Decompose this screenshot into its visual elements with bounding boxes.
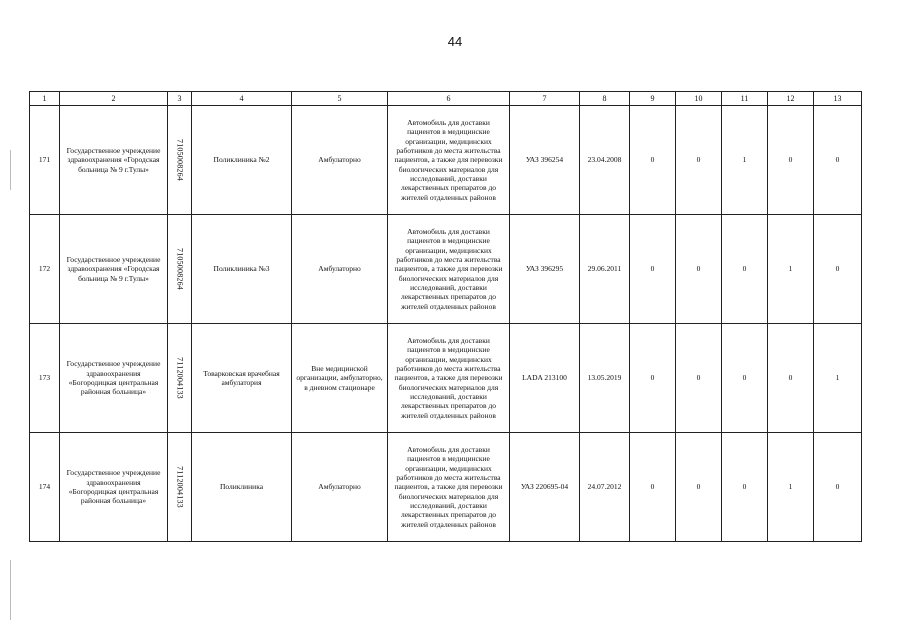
count-cell: 0 <box>722 433 768 542</box>
vehicle-model: УАЗ 396254 <box>510 106 580 215</box>
inn-value: 7112004133 <box>175 357 185 399</box>
division-name: Поликлиника №3 <box>192 215 292 324</box>
count-cell: 1 <box>768 433 814 542</box>
page-number: 44 <box>447 34 463 49</box>
count-cell: 0 <box>768 106 814 215</box>
row-number: 172 <box>30 215 60 324</box>
left-margin-mark <box>10 150 11 190</box>
institution-name: Государственное учреждение здравоохранения «Богородицкая центральная районная больница» <box>60 433 168 542</box>
table-row <box>30 433 862 542</box>
vehicle-date: 13.05.2019 <box>580 324 630 433</box>
column-header: 6 <box>388 92 510 106</box>
care-conditions: Амбулаторно <box>292 433 388 542</box>
inn-cell <box>168 324 192 433</box>
count-cell: 0 <box>814 106 862 215</box>
care-conditions: Амбулаторно <box>292 106 388 215</box>
vehicle-model: LADA 213100 <box>510 324 580 433</box>
inn-value: 7105008264 <box>175 139 185 181</box>
column-header: 5 <box>292 92 388 106</box>
count-cell: 0 <box>630 106 676 215</box>
vehicle-date: 29.06.2011 <box>580 215 630 324</box>
count-cell: 0 <box>630 324 676 433</box>
count-cell: 1 <box>814 324 862 433</box>
vehicle-model: УАЗ 396295 <box>510 215 580 324</box>
division-name: Поликлиника №2 <box>192 106 292 215</box>
inn-value: 7105008264 <box>175 248 185 290</box>
count-cell: 0 <box>630 215 676 324</box>
count-cell: 0 <box>676 433 722 542</box>
left-margin-mark <box>10 560 11 620</box>
row-number: 173 <box>30 324 60 433</box>
column-header: 11 <box>722 92 768 106</box>
division-name: Товарковская врачебная амбулатория <box>192 324 292 433</box>
column-header: 8 <box>580 92 630 106</box>
row-number: 174 <box>30 433 60 542</box>
column-header: 4 <box>192 92 292 106</box>
institution-name: Государственное учреждение здравоохранения «Богородицкая центральная районная больница» <box>60 324 168 433</box>
vehicle-date: 23.04.2008 <box>580 106 630 215</box>
inn-value: 7112004133 <box>175 466 185 508</box>
column-header: 9 <box>630 92 676 106</box>
vehicle-purpose: Автомобиль для доставки пациентов в медицинские организации, медицинских работников до места жительства пациентов, а также для перевозки биологических материалов для исследований, доставки лекарственных препаратов до жителей отдаленных районов <box>388 106 510 215</box>
row-number: 171 <box>30 106 60 215</box>
column-header: 13 <box>814 92 862 106</box>
vehicle-model: УАЗ 220695-04 <box>510 433 580 542</box>
vehicle-purpose: Автомобиль для доставки пациентов в медицинские организации, медицинских работников до места жительства пациентов, а также для перевозки биологических материалов для исследований, доставки лекарственных препаратов до жителей отдаленных районов <box>388 433 510 542</box>
care-conditions: Амбулаторно <box>292 215 388 324</box>
inn-cell <box>168 106 192 215</box>
institution-name: Государственное учреждение здравоохранения «Городская больница № 9 г.Тулы» <box>60 106 168 215</box>
inn-cell <box>168 433 192 542</box>
count-cell: 0 <box>814 433 862 542</box>
vehicle-purpose: Автомобиль для доставки пациентов в медицинские организации, медицинских работников до места жительства пациентов, а также для перевозки биологических материалов для исследований, доставки лекарственных препаратов до жителей отдаленных районов <box>388 215 510 324</box>
count-cell: 0 <box>722 324 768 433</box>
table-row <box>30 324 862 433</box>
count-cell: 0 <box>630 433 676 542</box>
column-header: 7 <box>510 92 580 106</box>
vehicle-date: 24.07.2012 <box>580 433 630 542</box>
count-cell: 0 <box>768 324 814 433</box>
column-header: 3 <box>168 92 192 106</box>
care-conditions: Вне медицинской организации, амбулаторно, в дневном стационаре <box>292 324 388 433</box>
institution-name: Государственное учреждение здравоохранения «Городская больница № 9 г.Тулы» <box>60 215 168 324</box>
table-row <box>30 106 862 215</box>
count-cell: 0 <box>676 106 722 215</box>
inn-cell <box>168 215 192 324</box>
column-header: 12 <box>768 92 814 106</box>
count-cell: 0 <box>722 215 768 324</box>
vehicle-registry-table <box>29 91 862 542</box>
count-cell: 1 <box>768 215 814 324</box>
column-header: 1 <box>30 92 60 106</box>
count-cell: 0 <box>814 215 862 324</box>
header-row <box>30 92 862 106</box>
count-cell: 0 <box>676 324 722 433</box>
vehicle-purpose: Автомобиль для доставки пациентов в медицинские организации, медицинских работников до места жительства пациентов, а также для перевозки биологических материалов для исследований, доставки лекарственных препаратов до жителей отдаленных районов <box>388 324 510 433</box>
count-cell: 0 <box>676 215 722 324</box>
column-header: 2 <box>60 92 168 106</box>
table-row <box>30 215 862 324</box>
division-name: Поликлиника <box>192 433 292 542</box>
count-cell: 1 <box>722 106 768 215</box>
column-header: 10 <box>676 92 722 106</box>
